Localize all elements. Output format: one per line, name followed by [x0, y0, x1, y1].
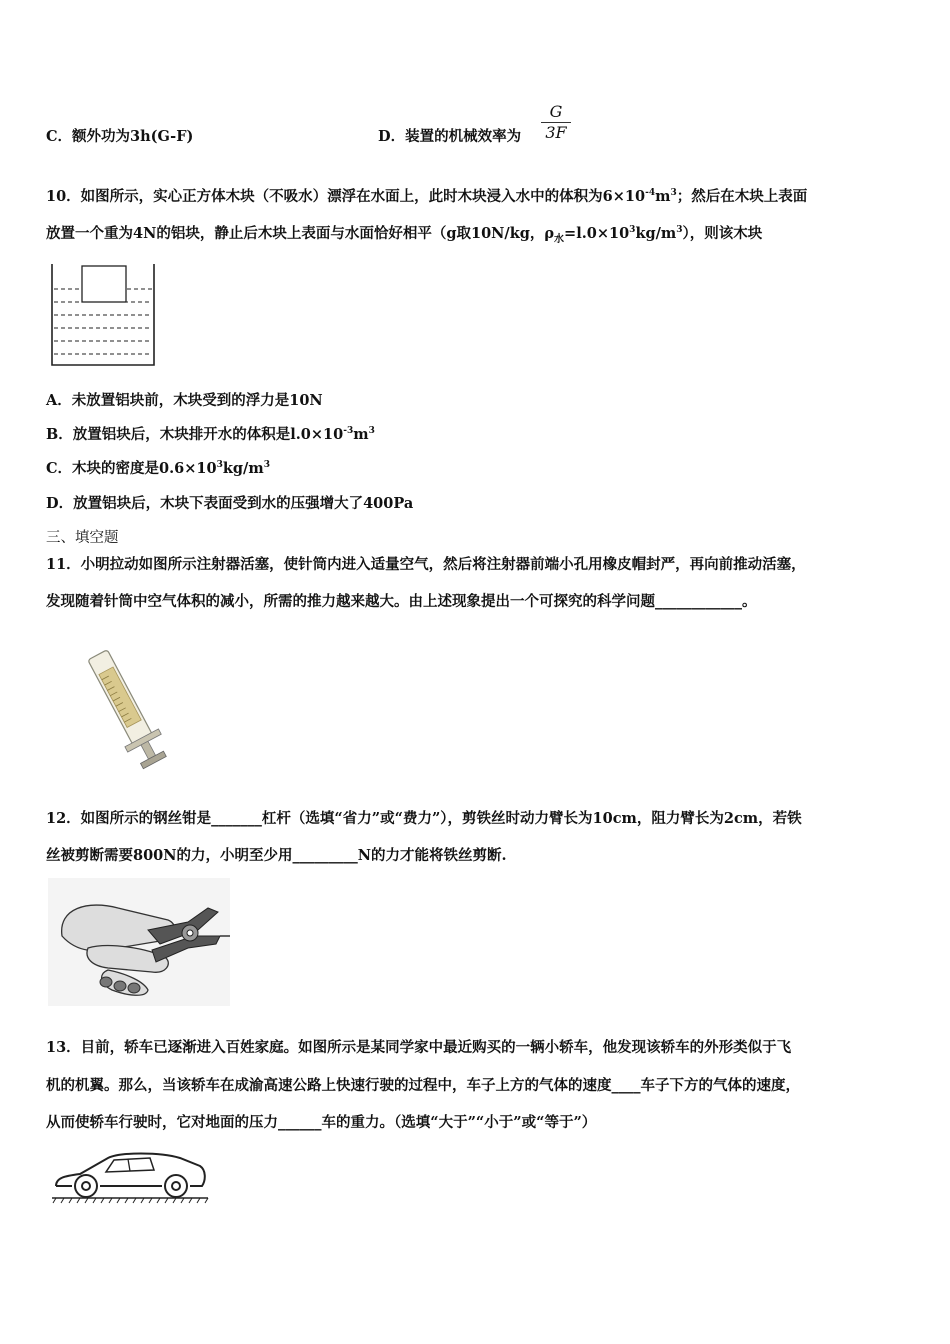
q13-stem-line1: 13．目前，轿车已逐渐进入百姓家庭。如图所示是某同学家中最近购买的一辆小轿车，他发现该轿车的外形类似于飞 [46, 1039, 792, 1056]
q10-option-d: D．放置铝块后，木块下表面受到水的压强增大了400Pa [46, 495, 414, 512]
q10-option-a: A．未放置铝块前，木块受到的浮力是10N [46, 392, 323, 409]
q12-stem-line1: 12．如图所示的钢丝钳是_______杠杆（选填“省力”或“费力”），剪铁丝时动力臂长为10cm，阻力臂长为2cm，若铁 [46, 810, 802, 827]
section-heading-fill-in: 三、填空题 [46, 530, 119, 546]
q10-option-c: C．木块的密度是$0.6\times 10^3kg/m^3$ [46, 460, 270, 477]
sedan-car-figure [50, 1148, 210, 1204]
floating-block-figure [50, 262, 158, 368]
q13-stem-line2: 机的机翼。那么，当该轿车在成渝高速公路上快速行驶的过程中，车子上方的气体的速度____车子下方的气体的速度， [46, 1077, 800, 1094]
q13-stem-line3: 从而使轿车行驶时，它对地面的压力______车的重力。（选填“大于”“小于”或“等于”） [46, 1114, 597, 1131]
wire-cutter-hand-figure [48, 878, 230, 1006]
q11-stem-line2: 发现随着针筒中空气体积的减小，所需的推力越来越大。由上述现象提出一个可探究的科学问题____________。 [46, 593, 757, 610]
q9-option-d: D．装置的机械效率为 [378, 128, 522, 145]
q11-stem-line1: 11．小明拉动如图所示注射器活塞，使针筒内进入适量空气，然后将注射器前端小孔用橡皮帽封严，再向前推动活塞， [46, 556, 806, 573]
fraction-denominator: 3F [545, 123, 567, 142]
q10-stem-line2: 放置一个重为4N的铝块，静止后木块上表面与水面恰好相平（g取10N/kg，$\rho_水=l.0\times 10^3kg/m^3$），则该木块 [46, 225, 763, 245]
q9-option-c: C．额外功为3h(G-F) [46, 128, 194, 145]
q12-stem-line2: 丝被剪断需要800N的力，小明至少用_________N的力才能将铁丝剪断. [46, 847, 507, 864]
efficiency-fraction [541, 102, 571, 143]
fraction-numerator: G [541, 102, 571, 123]
q10-option-b: B．放置铝块后，木块排开水的体积是$l.0\times 10^{-3}m^3$ [46, 426, 375, 443]
syringe-figure [78, 645, 178, 775]
q10-stem-line1: 10．如图所示，实心正方体木块（不吸水）漂浮在水面上，此时木块浸入水中的体积为$6\times 10^{-4}m^3$；然后在木块上表面 [46, 188, 808, 205]
